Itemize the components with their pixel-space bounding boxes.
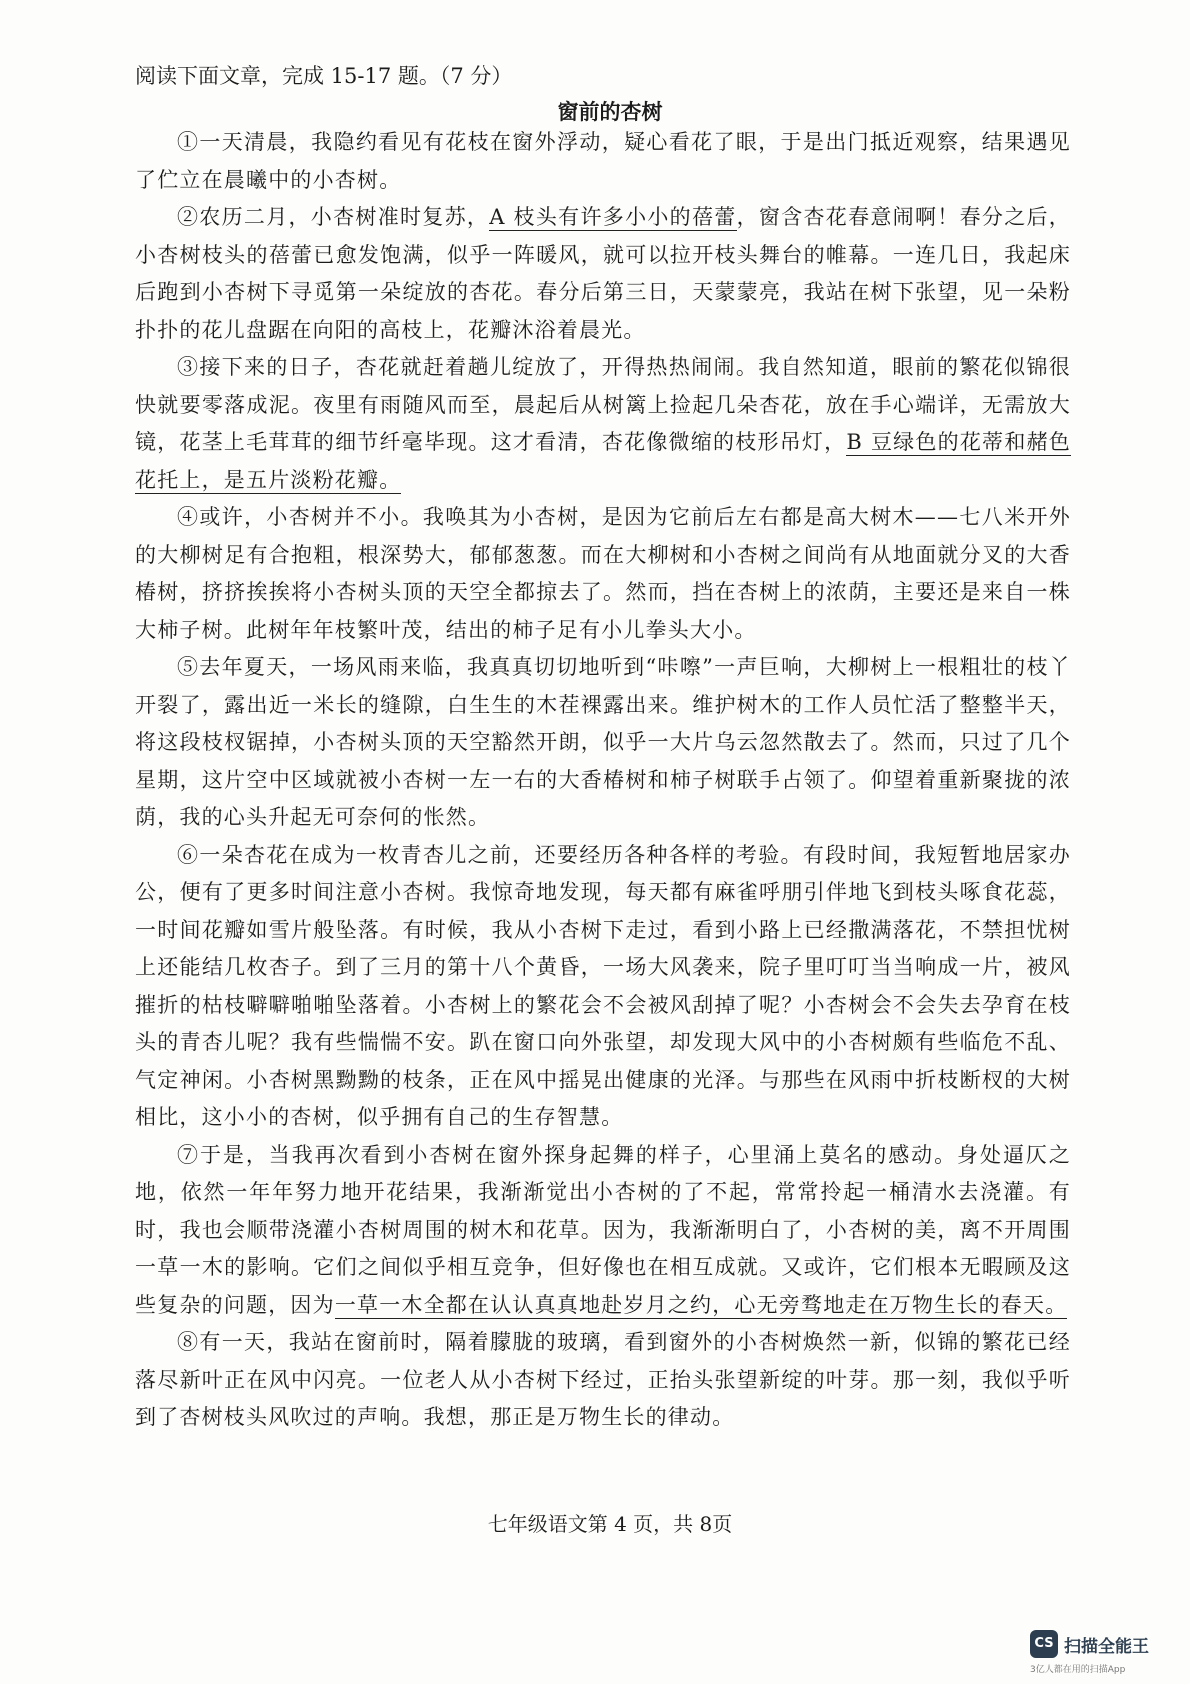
underlined-sentence-c: 一草一木全都在认认真真地赴岁月之约，心无旁骛地走在万物生长的春天。 bbox=[334, 1292, 1068, 1317]
scanner-watermark bbox=[1030, 1630, 1180, 1678]
paragraph-2-text-b: ，窗含杏花春意闹啊！春分之后，小杏树枝头的蓓蕾已愈发饱满，似乎一阵暖风，就可以拉开枝头舞台的帷幕。一连几日，我起床后跑到小杏树下寻觅第一朵绽放的杏花。春分后第三日，天蒙蒙亮，我站在树下张望，见一朵粉扑扑的花儿盘踞在向阳的高枝上，花瓣沐浴着晨光。 bbox=[135, 205, 1071, 342]
paragraph-7 bbox=[135, 1137, 1071, 1325]
article-title: 窗前的杏树 bbox=[557, 99, 663, 124]
watermark-tagline: 3亿人都在用的扫描App bbox=[1030, 1665, 1126, 1675]
paragraph-3-text-a: ③接下来的日子，杏花就赶着趟儿绽放了，开得热热闹闹。我自然知道，眼前的繁花似锦很快就要零落成泥。夜里有雨随风而至，晨起后从树篱上捡起几朵杏花，放在手心端详，无需放大镜，花茎上毛茸茸的细节纤毫毕现。这才看清，杏花像微缩的枝形吊灯， bbox=[135, 355, 1071, 454]
camscanner-logo-icon: CS bbox=[1030, 1630, 1058, 1658]
article-body bbox=[135, 124, 1071, 1437]
underlined-sentence-a: A 枝头有许多小小的蓓蕾 bbox=[489, 205, 737, 229]
paragraph-2-text-a: ②农历二月，小杏树准时复苏， bbox=[177, 205, 490, 229]
underlined-sentence-b: B 豆绿色的花蒂和赭色花托上，是五片淡粉花瓣。 bbox=[135, 430, 1071, 492]
paragraph-7-text-a: ⑦于是，当我再次看到小杏树在窗外探身起舞的样子，心里涌上莫名的感动。身处逼仄之地，依然一年年努力地开花结果，我渐渐觉出小杏树的了不起，常常拎起一桶清水去浇灌。有时，我也会顺带浇灌小杏树周围的树木和花草。因为，我渐渐明白了，小杏树的美，离不开周围一草一木的影响。它们之间似乎相互竞争，但好像也在相互成就。又或许，它们根本无暇顾及这些复杂的问题，因为 bbox=[135, 1142, 1071, 1317]
paragraph-4: ④或许，小杏树并不小。我唤其为小杏树，是因为它前后左右都是高大树木——七八米开外的大柳树足有合抱粗，根深势大，郁郁葱葱。而在大柳树和小杏树之间尚有从地面就分叉的大香椿树，挤挤挨挨将小杏树头顶的天空全都掠去了。然而，挡在杏树上的浓荫，主要还是来自一株大柿子树。此树年年枝繁叶茂，结出的柿子足有小儿拳头大小。 bbox=[135, 505, 1071, 642]
paragraph-5: ⑤去年夏天，一场风雨来临，我真真切切地听到“咔嚓”一声巨响，大柳树上一根粗壮的枝丫开裂了，露出近一米长的缝隙，白生生的木茬裸露出来。维护树木的工作人员忙活了整整半天，将这段枝杈锯掉，小杏树头顶的天空豁然开朗，似乎一大片乌云忽然散去了。然而，只过了几个星期，这片空中区域就被小杏树一左一右的大香椿树和柿子树联手占领了。仰望着重新聚拢的浓荫，我的心头升起无可奈何的怅然。 bbox=[135, 655, 1071, 829]
paragraph-2 bbox=[135, 199, 1071, 349]
paragraph-1: ①一天清晨，我隐约看见有花枝在窗外浮动，疑心看花了眼，于是出门抵近观察，结果遇见了伫立在晨曦中的小杏树。 bbox=[135, 130, 1071, 192]
watermark-app-name: 扫描全能王 bbox=[1064, 1637, 1149, 1657]
paragraph-8: ⑧有一天，我站在窗前时，隔着朦胧的玻璃，看到窗外的小杏树焕然一新，似锦的繁花已经落尽新叶正在风中闪亮。一位老人从小杏树下经过，正抬头张望新绽的叶芽。那一刻，我似乎听到了杏树枝头风吹过的声响。我想，那正是万物生长的律动。 bbox=[135, 1330, 1071, 1429]
paragraph-6: ⑥一朵杏花在成为一枚青杏儿之前，还要经历各种各样的考验。有段时间，我短暂地居家办公，便有了更多时间注意小杏树。我惊奇地发现，每天都有麻雀呼朋引伴地飞到枝头啄食花蕊，一时间花瓣如雪片般坠落。有时候，我从小杏树下走过，看到小路上已经撒满落花，不禁担忧树上还能结几枚杏子。到了三月的第十八个黄昏，一场大风袭来，院子里叮叮当当响成一片，被风摧折的枯枝噼噼啪啪坠落着。小杏树上的繁花会不会被风刮掉了呢？小杏树会不会失去孕育在枝头的青杏儿呢？我有些惴惴不安。趴在窗口向外张望，却发现大风中的小杏树颇有些临危不乱、气定神闲。小杏树黑黝黝的枝条，正在风中摇晃出健康的光泽。与那些在风雨中折枝断杈的大树相比，这小小的杏树，似乎拥有自己的生存智慧。 bbox=[135, 842, 1071, 1129]
paragraph-3 bbox=[135, 349, 1071, 499]
page-footer: 七年级语文第 4 页，共 8页 bbox=[487, 1512, 733, 1536]
question-instruction: 阅读下面文章，完成 15-17 题。（7 分） bbox=[135, 64, 513, 88]
